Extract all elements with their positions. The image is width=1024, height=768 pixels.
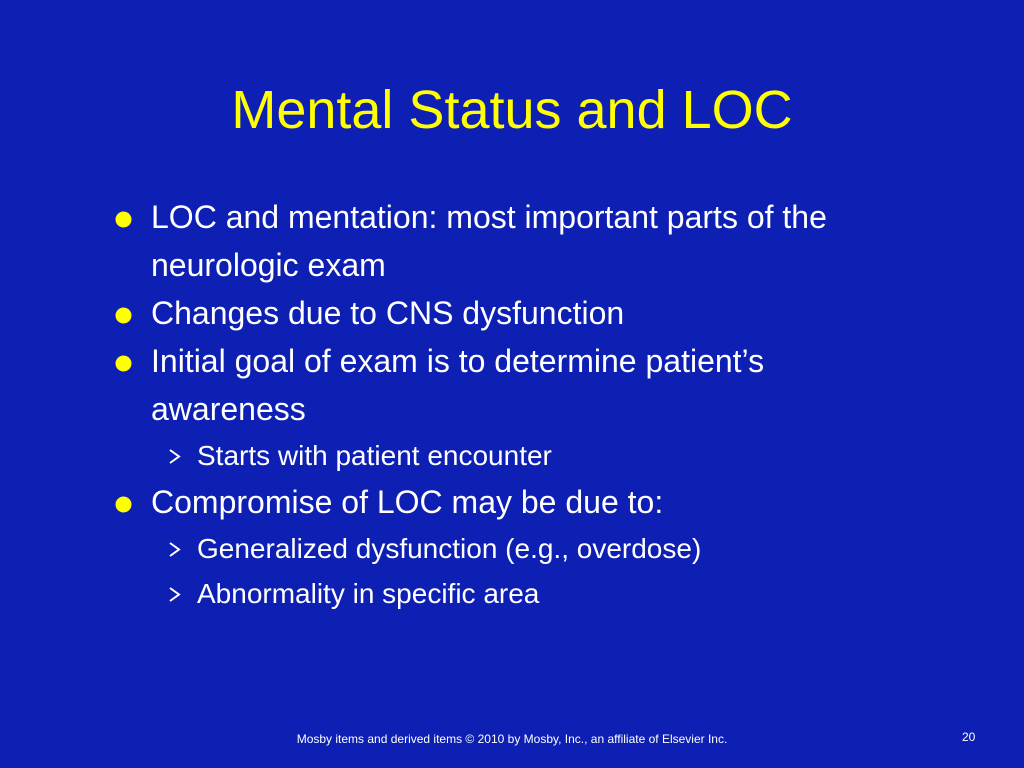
bullet-item <box>110 337 910 478</box>
filled-circle-bullet-icon <box>115 478 135 526</box>
arrowhead-bullet-icon <box>168 433 188 478</box>
bullet-item <box>110 193 910 289</box>
bullet-list <box>110 193 910 616</box>
sub-bullet-item <box>151 433 910 478</box>
bullet-text: LOC and mentation: most important parts of the neurologic exam <box>151 199 827 283</box>
sub-bullet-list <box>151 526 910 616</box>
bullet-item <box>110 289 910 337</box>
sub-bullet-item <box>151 526 910 571</box>
bullet-text: Initial goal of exam is to determine patient’s awareness <box>151 343 765 427</box>
sub-bullet-list <box>151 433 910 478</box>
slide-title: Mental Status and LOC <box>231 80 793 140</box>
sub-bullet-item <box>151 571 910 616</box>
filled-circle-bullet-icon <box>115 289 135 337</box>
sub-bullet-text: Abnormality in specific area <box>197 578 540 609</box>
sub-bullet-text: Generalized dysfunction (e.g., overdose) <box>197 533 702 564</box>
filled-circle-bullet-icon <box>115 193 135 241</box>
bullet-text: Changes due to CNS dysfunction <box>151 295 625 331</box>
page-number: 20 <box>962 730 976 744</box>
arrowhead-bullet-icon <box>168 571 188 616</box>
arrowhead-bullet-icon <box>168 526 188 571</box>
bullet-item <box>110 478 910 616</box>
bullet-text: Compromise of LOC may be due to: <box>151 484 664 520</box>
copyright-footer: Mosby items and derived items © 2010 by Mosby, Inc., an affiliate of Elsevier Inc. <box>296 732 728 746</box>
sub-bullet-text: Starts with patient encounter <box>197 440 552 471</box>
filled-circle-bullet-icon <box>115 337 135 385</box>
